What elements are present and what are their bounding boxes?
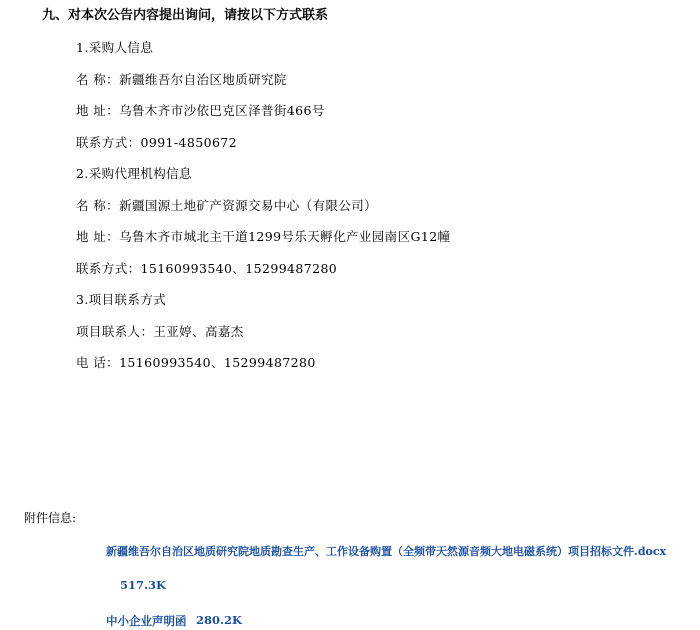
attachment-size-sme-declaration: 280.2K — [196, 613, 243, 627]
purchaser-name: 名 称：新疆维吾尔自治区地质研究院 — [76, 72, 287, 87]
attachments-label: 附件信息: — [24, 511, 77, 525]
attachment-link-tender-docx[interactable]: 新疆维吾尔自治区地质研究院地质勘查生产、工作设备购置（全频带天然源音频大地电磁系统）项目招标文件.docx — [106, 545, 667, 558]
purchaser-title: 1.采购人信息 — [76, 40, 154, 55]
agency-name: 名 称：新疆国源土地矿产资源交易中心（有限公司） — [76, 198, 378, 213]
agency-address: 地 址：乌鲁木齐市城北主干道1299号乐天孵化产业园南区G12幢 — [76, 229, 451, 244]
section-heading: 九、对本次公告内容提出询问，请按以下方式联系 — [42, 8, 329, 23]
project-persons: 项目联系人：王亚婷、高嘉杰 — [76, 324, 244, 339]
purchaser-contact: 联系方式：0991-4850672 — [76, 135, 238, 150]
attachment-link-sme-declaration[interactable]: 中小企业声明函 — [106, 614, 187, 628]
agency-title: 2.采购代理机构信息 — [76, 166, 192, 181]
project-phone: 电 话：15160993540、15299487280 — [76, 355, 316, 370]
attachment-size-tender-docx: 517.3K — [120, 578, 167, 592]
project-title: 3.项目联系方式 — [76, 292, 167, 307]
agency-contact: 联系方式：15160993540、15299487280 — [76, 261, 338, 276]
purchaser-address: 地 址：乌鲁木齐市沙依巴克区泽普街466号 — [76, 103, 325, 118]
